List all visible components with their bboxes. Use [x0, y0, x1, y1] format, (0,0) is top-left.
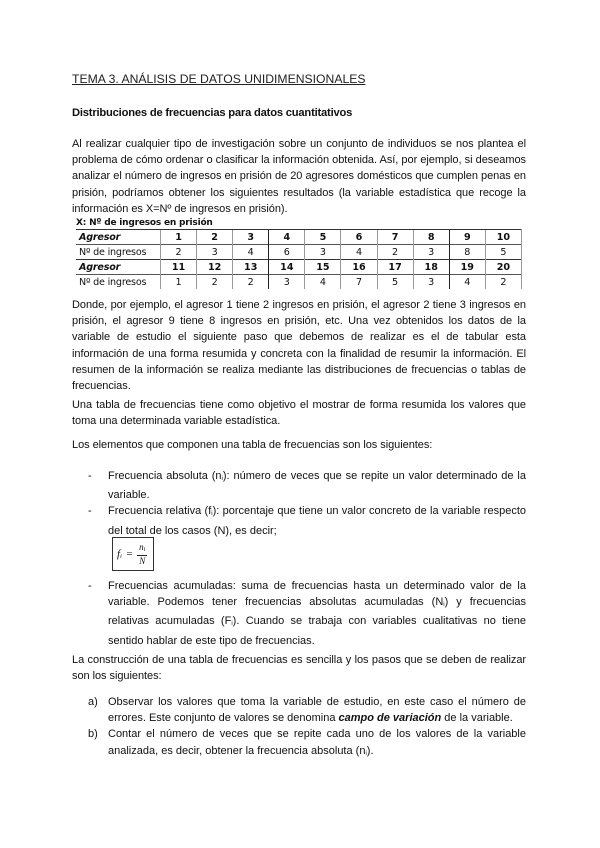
paragraph-intro: Al realizar cualquier tipo de investigación sobre un conjunto de individuos se nos plantea el problema de cómo ordenar o clasificar la información obtenida. Así, por ejemplo, si deseamos analizar el número de ingresos en prisión de 20 agresores domésticos que cumplen penas en prisión, podríamos obtener los siguientes resultados (la variable estadística que recoge la información es X=Nº de ingresos en prisión).: [72, 138, 526, 215]
list-item-relative-frequency: - Frecuencia relativa $(f_i)$: porcentaje que tiene un valor concreto de la variable respecto del total de los casos (N), es decir;: [88, 505, 526, 537]
table-cell: 2: [377, 245, 413, 260]
paragraph-elements-intro: Los elementos que componen una tabla de frecuencias son los siguientes:: [72, 439, 433, 451]
paragraph-construction: La construcción de una tabla de frecuencias es sencilla y los pasos que se deben de realizar son los siguientes:: [72, 654, 526, 683]
table-cell: 3: [305, 245, 341, 260]
table-cell: 5: [377, 275, 413, 290]
table-cell: 13: [233, 260, 269, 275]
table-cell: 3: [233, 230, 269, 245]
fraction: $\frac{n_i}{N}$: [139, 542, 146, 566]
row-label: Nº de ingresos: [76, 245, 161, 260]
table-cell: 4: [269, 230, 305, 245]
relative-frequency-formula: $f_i$ = $\frac{n_i}{N}$: [112, 537, 154, 571]
table-cell: 9: [449, 230, 485, 245]
table-cell: 6: [341, 230, 377, 245]
table-cell: 4: [341, 245, 377, 260]
table-cell: 6: [269, 245, 305, 260]
step-b: b) Contar el número de veces que se repite cada uno de los valores de la variable analizada, es decir, obtener la frecuencia absoluta $(n_i)$.: [88, 728, 526, 757]
table-cell: 12: [197, 260, 233, 275]
table-cell: 7: [377, 230, 413, 245]
table-cell: 5: [485, 245, 521, 260]
table-cell: 2: [161, 245, 197, 260]
table-cell: 3: [413, 275, 449, 290]
document-title: TEMA 3. ANÁLISIS DE DATOS UNIDIMENSIONALES: [72, 72, 366, 86]
table-cell: 4: [449, 275, 485, 290]
table-cell: 16: [341, 260, 377, 275]
table-cell: 10: [485, 230, 521, 245]
data-table: [76, 229, 522, 289]
table-cell: 17: [377, 260, 413, 275]
step-marker: b): [88, 728, 98, 741]
table-cell: 2: [197, 230, 233, 245]
row-label: Agresor: [76, 230, 161, 245]
table-cell: 1: [161, 275, 197, 290]
section-heading: Distribuciones de frecuencias para datos cuantitativos: [72, 107, 353, 119]
row-label: Agresor: [76, 260, 161, 275]
table-cell: 14: [269, 260, 305, 275]
table-cell: 15: [305, 260, 341, 275]
table-caption: X: Nº de ingresos en prisión: [76, 218, 213, 228]
table-cell: 5: [305, 230, 341, 245]
table-cell: 4: [305, 275, 341, 290]
table-cell: 8: [449, 245, 485, 260]
table-cell: 2: [485, 275, 521, 290]
step-a: a) Observar los valores que toma la variable de estudio, en este caso el número de errores. Este conjunto de valores se denomina campo de variación de la variable.: [88, 696, 526, 725]
table-cell: 3: [269, 275, 305, 290]
row-label: Nº de ingresos: [76, 275, 161, 290]
table-cell: 18: [413, 260, 449, 275]
table-cell: 3: [413, 245, 449, 260]
list-item-cumulative-frequency: - Frecuencias acumuladas: suma de frecuencias hasta un determinado valor de la variable. Podemos tener frecuencias absolutas acumuladas $(N_i)$ y frecuencias relativas acumuladas $(F_i)$. Cuando se trabaja con variables cualitativas no tiene sentido hablar de este tipo de frecuencias.: [88, 580, 527, 647]
table-row: [76, 275, 522, 290]
table-cell: 4: [233, 245, 269, 260]
steps-list: [72, 694, 526, 762]
table-cell: 1: [161, 230, 197, 245]
bullet-marker: -: [88, 580, 92, 592]
table-cell: 11: [161, 260, 197, 275]
table-cell: 8: [413, 230, 449, 245]
bullet-marker: -: [88, 505, 92, 518]
elements-list-cont: [72, 578, 526, 649]
emphasis-term: campo de variación: [338, 712, 442, 725]
table-cell: 7: [341, 275, 377, 290]
table-cell: 2: [197, 275, 233, 290]
table-cell: 3: [197, 245, 233, 260]
table-cell: 19: [449, 260, 485, 275]
table-row: [76, 260, 522, 275]
elements-list: [72, 468, 526, 539]
paragraph-table-purpose: Una tabla de frecuencias tiene como objetivo el mostrar de forma resumida los valores que toma una determinada variable estadística.: [72, 399, 526, 428]
paragraph-explanation: Donde, por ejemplo, el agresor 1 tiene 2 ingresos en prisión, el agresor 2 tiene 3 ingresos en prisión, el agresor 9 tiene 8 ingresos en prisión, etc. Una vez obtenidos los datos de la variable de estudio el siguiente paso que debemos de realizar es el de tabular esta información de una forma resumida y concreta con la finalidad de resumir la información. El resumen de la información se realiza mediante las distribuciones de frecuencias o tablas de frecuencias.: [72, 299, 526, 393]
bullet-marker: -: [88, 470, 92, 482]
step-marker: a): [88, 696, 98, 708]
table-row: [76, 230, 522, 245]
table-cell: 2: [233, 275, 269, 290]
table-row: [76, 245, 522, 260]
table-cell: 20: [485, 260, 521, 275]
list-item-absolute-frequency: - Frecuencia absoluta $(n_i)$: número de veces que se repite un valor determinado de la variable.: [88, 470, 526, 502]
